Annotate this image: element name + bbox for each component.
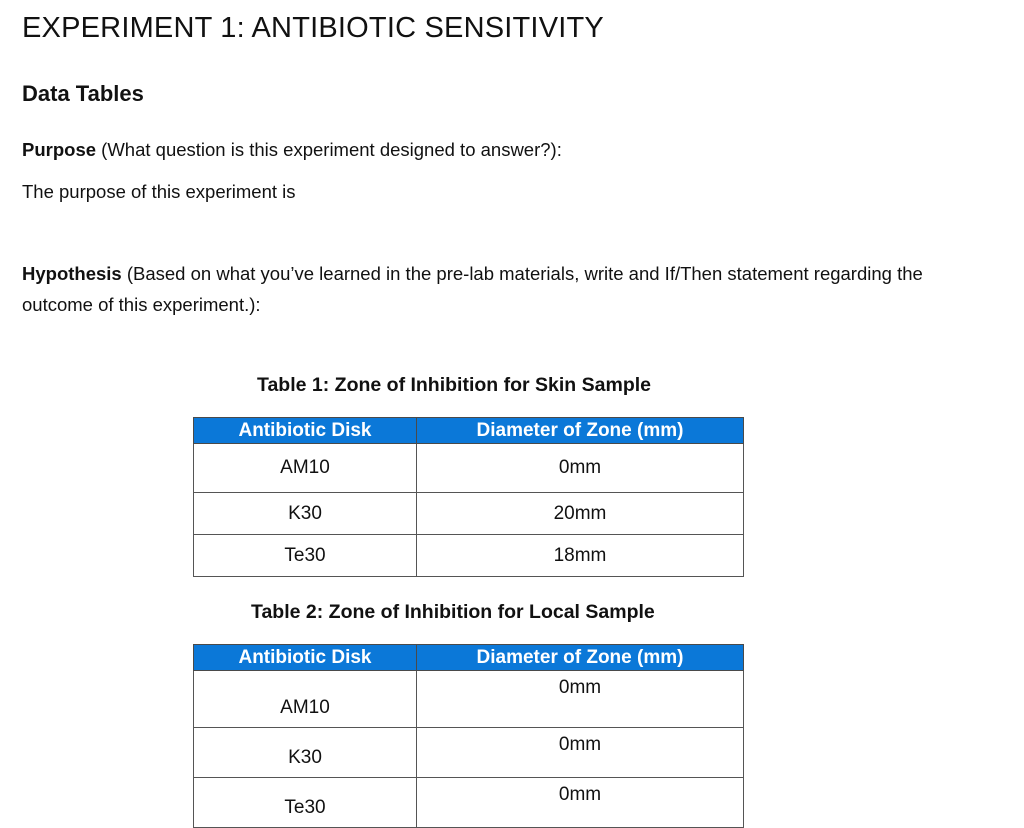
antibiotic-disk-cell[interactable]: AM10: [194, 444, 417, 493]
purpose-answer[interactable]: The purpose of this experiment is: [22, 181, 296, 202]
purpose-label: Purpose: [22, 139, 97, 160]
antibiotic-disk-cell[interactable]: Te30: [194, 535, 417, 577]
skin-sample-table: [193, 417, 744, 577]
table-row: [194, 778, 744, 828]
table-row: [194, 671, 744, 728]
antibiotic-disk-cell[interactable]: AM10: [194, 671, 417, 728]
table-row: [194, 728, 744, 778]
table-header-row: [194, 645, 744, 671]
table-header-row: [194, 418, 744, 444]
header-diameter-of-zone: Diameter of Zone (mm): [417, 645, 744, 671]
section-heading: Data Tables: [22, 81, 144, 106]
purpose-prompt: [22, 134, 982, 165]
header-antibiotic-disk: Antibiotic Disk: [194, 645, 417, 671]
table-1-caption: Table 1: Zone of Inhibition for Skin Sample: [257, 374, 651, 396]
zone-diameter-cell[interactable]: 0mm: [417, 778, 744, 828]
table-row: [194, 535, 744, 577]
antibiotic-disk-cell[interactable]: K30: [194, 493, 417, 535]
table-2-caption: Table 2: Zone of Inhibition for Local Sample: [251, 601, 655, 623]
hypothesis-label: Hypothesis: [22, 263, 122, 284]
hypothesis-prompt: [22, 258, 982, 320]
zone-diameter-cell[interactable]: 0mm: [417, 444, 744, 493]
antibiotic-disk-cell[interactable]: K30: [194, 728, 417, 778]
zone-diameter-cell[interactable]: 0mm: [417, 671, 744, 728]
purpose-question: (What question is this experiment designed to answer?):: [96, 139, 562, 160]
header-antibiotic-disk: Antibiotic Disk: [194, 418, 417, 444]
table-row: [194, 444, 744, 493]
zone-diameter-cell[interactable]: 0mm: [417, 728, 744, 778]
antibiotic-disk-cell[interactable]: Te30: [194, 778, 417, 828]
zone-diameter-cell[interactable]: 20mm: [417, 493, 744, 535]
hypothesis-question: (Based on what you’ve learned in the pre-lab materials, write and If/Then statement regarding the outcome of this experiment.):: [22, 263, 923, 315]
header-diameter-of-zone: Diameter of Zone (mm): [417, 418, 744, 444]
page-title: EXPERIMENT 1: ANTIBIOTIC SENSITIVITY: [22, 12, 604, 44]
local-sample-table: [193, 644, 744, 828]
table-row: [194, 493, 744, 535]
zone-diameter-cell[interactable]: 18mm: [417, 535, 744, 577]
